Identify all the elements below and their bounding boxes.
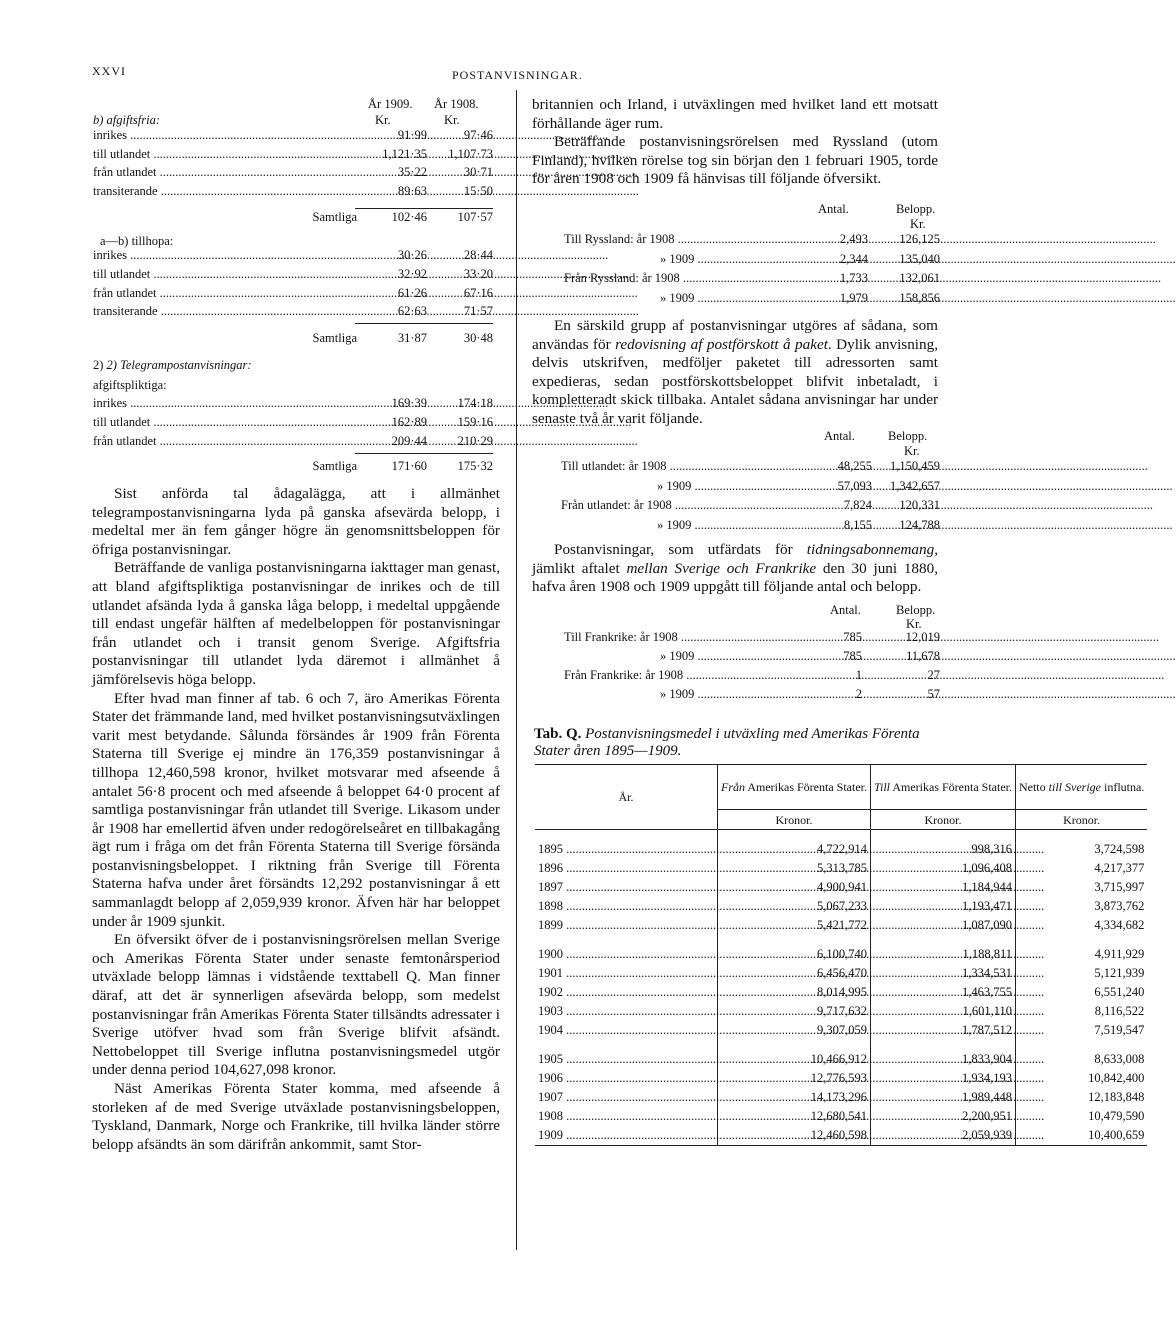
belopp: 27 — [927, 668, 940, 682]
telegram-title-text: 2) Telegrampostanvisningar: — [106, 358, 252, 372]
spacer-cell — [870, 830, 1015, 841]
tab-q-caption — [534, 726, 954, 760]
year: 1902 ..... — [538, 985, 714, 1000]
from-usa: 5,313,785 — [718, 859, 871, 878]
unit-to: Kronor. — [870, 810, 1015, 830]
year: 1907 ..... — [538, 1090, 714, 1105]
running-title: POSTANVISNINGAR. — [452, 68, 583, 82]
from-usa: 4,722,914 — [718, 840, 871, 859]
belopp: 1,342,657 — [890, 478, 940, 493]
table-row — [535, 859, 1147, 878]
antal: 7,824 — [843, 498, 872, 512]
group-gap — [535, 1040, 1147, 1050]
to-usa: 1,188,811 — [870, 945, 1015, 964]
spacer-cell — [870, 935, 1015, 945]
antal: 1,979 — [839, 290, 868, 305]
table-row — [535, 1126, 1147, 1146]
spacer-cell — [1015, 935, 1147, 945]
header-unit: Kr. — [906, 617, 922, 631]
year-cell — [535, 983, 718, 1002]
year-cell — [535, 1107, 718, 1126]
total-label: Samtliga — [312, 210, 357, 224]
row-label: transiterande ..... — [93, 304, 357, 319]
belopp: 126,125 — [899, 232, 940, 246]
value-1909: 162·89 — [391, 415, 427, 429]
net-sweden: 10,842,400 — [1088, 1071, 1145, 1085]
value-1908: 210·29 — [457, 434, 493, 448]
year: 1896 ..... — [538, 861, 714, 876]
antal: 48,255 — [837, 459, 872, 473]
to-usa: 1,463,755 — [870, 983, 1015, 1002]
total-1908: 30·48 — [463, 331, 493, 345]
row-label: inrikes ..... — [93, 248, 357, 263]
row-label: Från Ryssland: år 1908 ..... — [564, 271, 788, 286]
net-sweden: 7,519,547 — [1094, 1023, 1145, 1037]
table-row — [564, 252, 944, 268]
text: En särskild grupp af postanvisningar utgöres af sådana, som användas för — [532, 317, 938, 353]
text: Amerikas Förenta Stater. — [747, 780, 867, 794]
net-sweden: 3,715,997 — [1094, 880, 1145, 894]
antal: 1 — [855, 668, 862, 682]
text: till Sverige — [1048, 780, 1101, 794]
from-usa: 10,466,912 — [718, 1050, 871, 1069]
year: 1903 ..... — [538, 1004, 714, 1019]
header-belopp: Belopp. — [896, 202, 936, 216]
total-row — [93, 459, 503, 475]
year-cell — [535, 1002, 718, 1021]
year-cell — [535, 859, 718, 878]
table-row — [93, 304, 503, 320]
belopp: 132,061 — [899, 271, 940, 285]
paragraph: En öfversikt öfver de i postanvisningsrörelsen mellan Sverige och Amerikas Förenta Stater under senaste femtonårsperiod utväxlade belopp lämnas i vidstående texttabell Q. Man finner däraf, att det är synnerligen afsevärda belopp, som medelst postanvisningar från Amerikas Förenta Stater tillsändts adressater i Sverige utöfver hvad som från Sverige blifvit afsändt. Nettobeloppet till Sverige influtna postanvisningsmedel utgör under denna period 104,627,098 kronor. — [92, 931, 500, 1079]
net-sweden: 3,873,762 — [1094, 899, 1145, 913]
col-header-1908: År 1908. — [434, 97, 479, 111]
total-row — [93, 331, 503, 347]
antal: 785 — [843, 630, 862, 644]
net-sweden: 3,724,598 — [1094, 842, 1145, 856]
spacer-cell — [1015, 830, 1147, 841]
table-row — [561, 479, 944, 495]
italic-text: redovisning af postförskott å paket — [615, 335, 828, 353]
row-label: till utlandet ..... — [93, 147, 357, 162]
net-sweden: 10,400,659 — [1088, 1128, 1145, 1142]
table-row — [535, 1069, 1147, 1088]
table-row — [535, 840, 1147, 859]
from-usa: 5,421,772 — [718, 916, 871, 935]
spacer-cell — [870, 1040, 1015, 1050]
value-1908: 1,107·73 — [448, 146, 493, 161]
row-label: till utlandet ..... — [93, 267, 357, 282]
value-1908: 30·71 — [463, 165, 493, 179]
col-header-from — [718, 765, 871, 810]
to-usa: 2,200,951 — [870, 1107, 1015, 1126]
net-sweden: 12,183,848 — [1088, 1090, 1145, 1104]
to-usa: 1,184,944 — [870, 878, 1015, 897]
year-cell — [535, 1050, 718, 1069]
header-belopp: Belopp. — [896, 603, 936, 617]
table-row — [93, 248, 503, 264]
paragraph: Näst Amerikas Förenta Stater komma, med afseende å storleken af de med Sverige utväxlade postanvisningsbeloppen, Tyskland, Danmark, Norge och Frankrike, till hvilka länder större belopp afsändts än som därifrån ankommit, samt Stor- — [92, 1080, 500, 1153]
row-label: transiterande ..... — [93, 184, 357, 199]
row-label: » 1909 ..... — [657, 479, 807, 494]
total-row — [93, 210, 503, 226]
header-antal: Antal. — [824, 429, 855, 443]
table-row — [93, 128, 503, 144]
year-cell — [535, 897, 718, 916]
belopp: 135,040 — [899, 251, 940, 266]
value-1909: 61·26 — [397, 285, 427, 300]
row-label: till utlandet ..... — [93, 415, 357, 430]
to-usa: 2,059,939 — [870, 1126, 1015, 1146]
telegram-subtitle: afgiftspliktiga: — [93, 378, 167, 392]
table-row — [535, 983, 1147, 1002]
antal: 2,344 — [839, 251, 868, 266]
net-sweden: 8,633,008 — [1094, 1052, 1145, 1066]
header-unit: Kr. — [904, 444, 920, 458]
total-1909: 171·60 — [391, 459, 427, 473]
value-1909: 35·22 — [397, 165, 427, 179]
row-label: från utlandet ..... — [93, 434, 357, 449]
text: den 30 juni 1880, hafva åren 1908 och 1909 uppgått till följande antal och belopp. — [532, 559, 939, 596]
tab-q-body — [535, 830, 1147, 1146]
header-antal: Antal. — [830, 603, 861, 617]
net-sweden: 8,116,522 — [1094, 1004, 1145, 1018]
year: 1904 ..... — [538, 1023, 714, 1038]
value-1909: 30·26 — [397, 248, 427, 262]
value-1908: 15·50 — [463, 183, 493, 198]
table-row — [93, 184, 503, 200]
net-sweden: 4,334,682 — [1094, 918, 1145, 932]
net-sweden: 10,479,590 — [1088, 1109, 1145, 1123]
from-usa: 5,067,233 — [718, 897, 871, 916]
table-row — [93, 165, 503, 181]
table-row — [564, 649, 944, 665]
cod-paragraph — [532, 317, 938, 429]
year-cell — [535, 1126, 718, 1146]
spacer-cell — [1015, 1040, 1147, 1050]
year: 1905 ..... — [538, 1052, 714, 1067]
table-row — [564, 668, 944, 684]
year-cell — [535, 1088, 718, 1107]
table-row — [93, 267, 503, 283]
header-unit: Kr. — [910, 217, 926, 231]
text: Till — [873, 780, 890, 794]
page-number: XXVI — [92, 64, 126, 78]
from-usa: 12,680,541 — [718, 1107, 871, 1126]
table-row — [535, 916, 1147, 935]
to-usa: 1,193,471 — [870, 897, 1015, 916]
table-row — [93, 415, 503, 431]
table-row — [535, 964, 1147, 983]
row-label: » 1909 ..... — [660, 649, 810, 664]
from-usa: 8,014,995 — [718, 983, 871, 1002]
belopp: 57 — [927, 687, 940, 701]
unit-net: Kronor. — [1015, 810, 1147, 830]
belopp: 124,788 — [899, 517, 940, 532]
row-label: Till Frankrike: år 1908 ..... — [564, 630, 810, 645]
table-row — [93, 434, 503, 450]
text: Amerikas Förenta Stater. — [892, 780, 1012, 794]
value-1909: 209·44 — [391, 434, 427, 448]
value-1909: 91·99 — [397, 128, 427, 142]
right-intro — [532, 96, 938, 189]
antal: 1,733 — [839, 271, 868, 285]
year-cell — [535, 945, 718, 964]
belopp: 120,331 — [899, 498, 940, 512]
from-usa: 6,100,740 — [718, 945, 871, 964]
tab-q-table — [535, 764, 1147, 1146]
from-usa: 12,460,598 — [718, 1126, 871, 1146]
row-label: Från Frankrike: år 1908 ..... — [564, 668, 810, 683]
col-header-year: År. — [535, 765, 718, 830]
text: , jämlikt aftalet — [532, 541, 938, 577]
total-1909: 102·46 — [391, 210, 427, 224]
belopp: 11,678 — [906, 649, 940, 663]
total-label: Samtliga — [312, 331, 357, 345]
text: Netto — [1018, 780, 1046, 794]
year-cell — [535, 1021, 718, 1040]
table-row — [535, 1021, 1147, 1040]
table-row — [535, 878, 1147, 897]
newspaper-paragraph — [532, 541, 938, 597]
value-1909: 1,121·35 — [382, 146, 427, 161]
value-1908: 67·16 — [463, 285, 493, 300]
table-row — [564, 687, 944, 703]
column-divider — [516, 90, 517, 1250]
belopp: 12,019 — [905, 630, 940, 644]
year: 1909 ..... — [538, 1128, 714, 1143]
italic-text: tidningsabonnemang — [806, 541, 935, 558]
table-row — [561, 459, 944, 475]
text: Postanvisningar, som utfärdats för — [554, 541, 807, 558]
net-sweden: 5,121,939 — [1094, 966, 1145, 980]
tab-q-label: Tab. Q. — [534, 726, 582, 742]
row-label: Till utlandet: år 1908 ..... — [561, 459, 807, 474]
year: 1908 ..... — [538, 1109, 714, 1124]
table-row — [561, 518, 944, 534]
table-row — [93, 147, 503, 163]
belopp: 1,150,459 — [890, 459, 940, 473]
paragraph: Sist anförda tal ådagalägga, att i allmänhet telegrampostanvisningarna lyda på ganska afsevärda belopp, i medeltal mer än fem gånger högre än genomsnittsbeloppen för öfriga postanvisningar. — [92, 485, 500, 558]
net-sweden: 4,217,377 — [1094, 861, 1145, 875]
to-usa: 1,787,512 — [870, 1021, 1015, 1040]
year: 1895 ..... — [538, 842, 714, 857]
spacer-cell — [535, 830, 718, 841]
belopp: 158,856 — [899, 290, 940, 305]
tab-q-title: Postanvisningsmedel i utväxling med Amerikas Förenta Stater åren 1895—1909. — [534, 726, 920, 759]
row-label: » 1909 ..... — [660, 687, 810, 702]
table-row — [535, 1107, 1147, 1126]
antal: 2,493 — [839, 232, 868, 246]
italic-text: mellan Sverige och Frankrike — [626, 559, 817, 577]
paragraph: Beträffande de vanliga postanvisningarna iakttager man genast, att bland afgiftspliktiga postanvisningar de inrikes och de till utlandet afsända lyda å ganska låga belopp, i medeltal uppgående till endast ungefär hälften af medelbeloppen för postanvisningar från utlandet och i transit genom Sverige. Afgiftsfria postanvisningar till utlandet lyda däremot i allmänhet å jämförelsevis höga belopp. — [92, 559, 500, 688]
year-cell — [535, 878, 718, 897]
table-row — [535, 945, 1147, 964]
table-row — [535, 897, 1147, 916]
col-header-1909: År 1909. — [368, 97, 413, 111]
value-1909: 32·92 — [397, 266, 427, 281]
row-label: Till Ryssland: år 1908 ..... — [564, 232, 788, 247]
antal: 2 — [855, 687, 862, 701]
col-unit-1908: Kr. — [444, 113, 460, 127]
total-1908: 175·32 — [457, 459, 493, 473]
from-usa: 4,900,941 — [718, 878, 871, 897]
value-1909: 62·63 — [397, 304, 427, 319]
antal: 785 — [843, 649, 862, 663]
year: 1898 ..... — [538, 899, 714, 914]
table-row — [93, 286, 503, 302]
to-usa: 1,087,090 — [870, 916, 1015, 935]
total-rule — [355, 453, 493, 454]
table-row — [561, 498, 944, 514]
section-b-title: b) afgiftsfria: — [93, 113, 161, 127]
row-label: » 1909 ..... — [657, 518, 807, 533]
spacer-cell — [535, 935, 718, 945]
year-cell — [535, 840, 718, 859]
paragraph: britannien och Irland, i utväxlingen med hvilket land ett motsatt förhållande äger rum. — [532, 96, 938, 132]
col-header-to — [870, 765, 1015, 810]
year: 1899 ..... — [538, 918, 714, 933]
spacer-cell — [535, 1040, 718, 1050]
value-1909: 169·39 — [391, 396, 427, 410]
to-usa: 1,833,904 — [870, 1050, 1015, 1069]
table-row — [535, 1002, 1147, 1021]
to-usa: 998,316 — [870, 840, 1015, 859]
table-row — [564, 630, 944, 646]
group-gap — [535, 830, 1147, 841]
col-header-net — [1015, 765, 1147, 810]
from-usa: 12,776,593 — [718, 1069, 871, 1088]
year: 1901 ..... — [538, 966, 714, 981]
col-unit-1909: Kr. — [375, 113, 391, 127]
text: Från — [721, 780, 745, 794]
row-label: från utlandet ..... — [93, 286, 357, 301]
total-1909: 31·87 — [397, 331, 427, 345]
spacer-cell — [718, 1040, 871, 1050]
year: 1897 ..... — [538, 880, 714, 895]
value-1908: 28·44 — [463, 248, 493, 262]
table-row — [564, 232, 944, 248]
row-label: Från utlandet: år 1908 ..... — [561, 498, 807, 513]
value-1908: 33·20 — [463, 266, 493, 281]
unit-from: Kronor. — [718, 810, 871, 830]
table-row — [564, 291, 944, 307]
row-label: från utlandet ..... — [93, 165, 357, 180]
year-cell — [535, 1069, 718, 1088]
left-body-text — [92, 485, 500, 1154]
telegram-title: 2) 2) Telegrampostanvisningar: — [93, 358, 252, 372]
from-usa: 9,307,059 — [718, 1021, 871, 1040]
to-usa: 1,096,408 — [870, 859, 1015, 878]
net-sweden: 6,551,240 — [1094, 985, 1145, 999]
year-cell — [535, 964, 718, 983]
year: 1906 ..... — [538, 1071, 714, 1086]
section-ab-title: a—b) tillhopa: — [100, 234, 174, 248]
group-gap — [535, 935, 1147, 945]
to-usa: 1,601,110 — [870, 1002, 1015, 1021]
table-row — [535, 1088, 1147, 1107]
table-row — [535, 1050, 1147, 1069]
header-antal: Antal. — [818, 202, 849, 216]
from-usa: 9,717,632 — [718, 1002, 871, 1021]
year-cell — [535, 916, 718, 935]
value-1908: 159·16 — [457, 415, 493, 429]
value-1909: 89·63 — [397, 183, 427, 198]
value-1908: 97·46 — [463, 128, 493, 142]
from-usa: 6,456,470 — [718, 964, 871, 983]
spacer-cell — [718, 935, 871, 945]
table-row — [564, 271, 944, 287]
to-usa: 1,934,193 — [870, 1069, 1015, 1088]
paragraph: Beträffande postanvisningsrörelsen med Ryssland (utom Finland), hvilken rörelse tog sin början den 1 februari 1905, torde för åren 1908 och 1909 få hänvisas till följande öfversikt. — [532, 133, 938, 188]
antal: 8,155 — [843, 517, 872, 532]
net-sweden: 4,911,929 — [1094, 947, 1145, 961]
spacer-cell — [718, 830, 871, 841]
from-usa: 14,173,296 — [718, 1088, 871, 1107]
value-1908: 71·57 — [463, 304, 493, 319]
year: 1900 ..... — [538, 947, 714, 962]
text: . Dylik anvisning, delvis utskrifven, medföljer paketet till adressorten samt expedieras, sedan postförskottsbeloppet blifvit inbetaladt, i kompletteradt skick tillbaka. Antalet sådana anvisningar har under senaste två år varit följande. — [532, 335, 939, 427]
total-rule — [355, 323, 493, 324]
total-rule — [355, 208, 493, 209]
antal: 57,093 — [837, 478, 872, 493]
row-label: » 1909 ..... — [660, 252, 788, 267]
table-row — [93, 396, 503, 412]
total-label: Samtliga — [312, 459, 357, 473]
to-usa: 1,334,531 — [870, 964, 1015, 983]
row-label: » 1909 ..... — [660, 291, 788, 306]
to-usa: 1,989,448 — [870, 1088, 1015, 1107]
row-label: inrikes ..... — [93, 128, 357, 143]
value-1908: 174·18 — [457, 396, 493, 410]
row-label: inrikes ..... — [93, 396, 357, 411]
paragraph: Efter hvad man finner af tab. 6 och 7, äro Amerikas Förenta Stater det främmande land, med hvilket postanvisningsutväxlingen varit mest betydande. Sålunda försändes år 1909 från Förenta Staterna till Sverige ej mindre än 176,359 postanvisningar å tillhopa 12,460,598 kronor, hvilket motsvarar med afseende å antalet 56·8 procent och med afseende å beloppet 64·0 procent af samtliga postanvisningar från utlandet till Sverige. Likasom under år 1908 har emellertid äfven under redogörelseåret en tillbakagång ägt rum i fråga om det från Förenta Staterna till Sverige försända postanvisningsbeloppet. I riktning från Sverige till Förenta Staterna hafva under året försändts 12,292 postanvisningar å ett sammanlagdt belopp af 2,059,939 kronor. Äfven här har beloppet under år 1909 sjunkit. — [92, 689, 500, 930]
total-1908: 107·57 — [457, 210, 493, 224]
text: influtna. — [1103, 780, 1145, 794]
header-belopp: Belopp. — [888, 429, 928, 443]
